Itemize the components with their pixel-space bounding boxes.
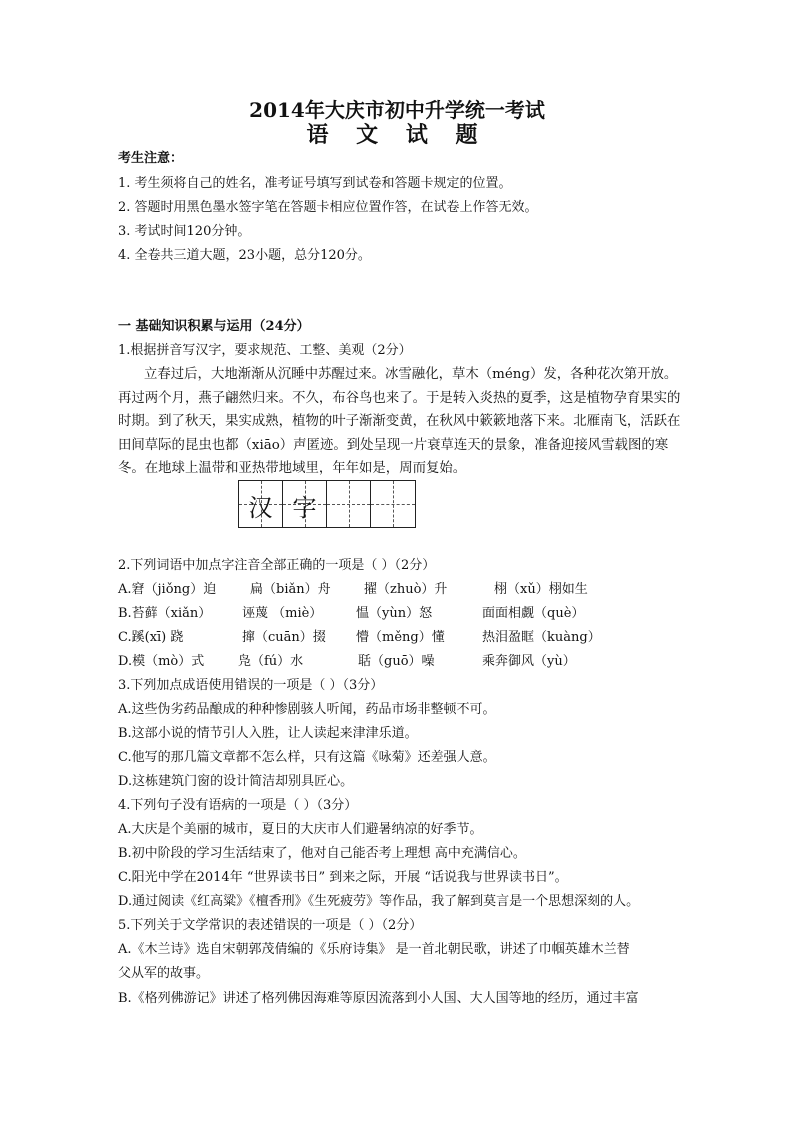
grid-cell: [327, 481, 371, 527]
question-5-option: B.《格列佛游记》讲述了格列佛因海难等原因流落到小人国、大人国等地的经历，通过丰富: [118, 991, 639, 1006]
option-word: 乘奔御风（yù）: [482, 654, 576, 669]
option-word: A.窘（jiǒng）迫: [118, 582, 217, 597]
option-word: 栩（xǔ）栩如生: [494, 582, 588, 597]
question-3-option: A.这些伪劣药品酿成的种种惨剧骇人听闻，药品市场非整顿不可。: [118, 702, 496, 717]
grid-char: 字: [292, 494, 317, 522]
exam-title: 2014年大庆市初中升学统一考试: [249, 98, 545, 122]
option-word: 擢（zhuò）升: [364, 582, 448, 597]
option-word: 面面相觑（què）: [482, 606, 585, 621]
writing-grid: [238, 480, 416, 528]
question-4-stem: 4.下列句子没有语病的一项是（ ）（3分）: [118, 798, 358, 813]
question-2-option: [118, 605, 584, 623]
question-5-stem: 5.下列关于文学常识的表述错误的一项是（ ）（2分）: [118, 918, 423, 933]
option-word: 懵（měng）懂: [356, 630, 445, 645]
notice-heading: 考生注意：: [118, 151, 184, 166]
question-3-option: D.这栋建筑门窗的设计简洁却别具匠心。: [118, 774, 354, 789]
notice-item: 1. 考生须将自己的姓名，准考证号填写到试卷和答题卡规定的位置。: [118, 176, 512, 191]
notice-item: 2. 答题时用黑色墨水签字笔在答题卡相应位置作答，在试卷上作答无效。: [118, 200, 538, 215]
question-4-option: A.大庆是个美丽的城市，夏日的大庆市人们避暑纳凉的好季节。: [118, 822, 483, 837]
question-5-option: A.《木兰诗》选自宋朝郭茂倩编的《乐府诗集》 是一首北朝民歌，讲述了巾帼英雄木兰替: [118, 942, 630, 957]
option-word: 愠（yùn）怒: [356, 606, 433, 621]
option-word: 凫（fú）水: [238, 654, 304, 669]
notice-item: 3. 考试时间120分钟。: [118, 224, 251, 239]
question-4-option: C.阳光中学在2014年 “世界读书日” 到来之际，开展 “话说我与世界读书日”。: [118, 870, 568, 885]
option-word: 聒（guō）噪: [358, 654, 435, 669]
question-3-option: C.他写的那几篇文章都不怎么样，只有这篇《咏菊》还差强人意。: [118, 750, 496, 765]
question-4-option: B.初中阶段的学习生活结束了，他对自己能否考上理想 高中充满信心。: [118, 846, 526, 861]
grid-cell: [371, 481, 415, 527]
question-3-stem: 3.下列加点成语使用错误的一项是（ ）（3分）: [118, 678, 384, 693]
option-word: C.蹊(xī) 跷: [118, 630, 184, 645]
option-word: D.模（mò）式: [118, 654, 205, 669]
question-2-option: [118, 653, 576, 671]
option-word: 诬蔑 （miè）: [242, 606, 323, 621]
notice-item: 4. 全卷共三道大题，23小题，总分120分。: [118, 248, 371, 263]
question-3-option: B.这部小说的情节引人入胜，让人读起来津津乐道。: [118, 726, 418, 741]
option-word: B.苔藓（xiǎn）: [118, 606, 212, 621]
grid-cell: [283, 481, 327, 527]
question-2-stem: 2.下列词语中加点字注音全部正确的一项是（ ）（2分）: [118, 558, 436, 573]
option-word: 热泪盈眶（kuàng）: [482, 630, 601, 645]
question-4-option: D.通过阅读《红高粱》《檀香刑》《生死疲劳》等作品，我了解到莫言是一个思想深刻的人。: [118, 894, 640, 909]
question-5-option: 父从军的故事。: [118, 966, 210, 981]
option-word: 扁（biǎn）舟: [250, 582, 331, 597]
option-word: 撺（cuān）掇: [242, 630, 326, 645]
exam-subject-title: 语 文 试 题: [306, 122, 488, 148]
question-2-option: [118, 581, 588, 599]
grid-cell: [239, 481, 283, 527]
question-1-passage: 立春过后，大地渐渐从沉睡中苏醒过来。冰雪融化，草木（méng）发，各种花次第开放。再过两个月，燕子翩然归来。不久，布谷鸟也来了。于是转入炎热的夏季，这是植物孕育果实的时期。到了秋天，果实成熟，植物的叶子渐渐变黄，在秋风中簌簌地落下来。北雁南飞，活跃在田间草际的昆虫也都（xiāo）声匿迹。到处呈现一片衰草连天的景象，准备迎接风雪载图的寒冬。在地球上温带和亚热带地域里，年年如是，周而复始。: [118, 367, 681, 477]
section-heading: 一 基础知识积累与运用（24分）: [118, 319, 310, 334]
question-1-stem: 1.根据拼音写汉字，要求规范、工整、美观（2分）: [118, 343, 412, 358]
grid-char: 汉: [248, 494, 273, 522]
question-2-option: [118, 629, 601, 647]
